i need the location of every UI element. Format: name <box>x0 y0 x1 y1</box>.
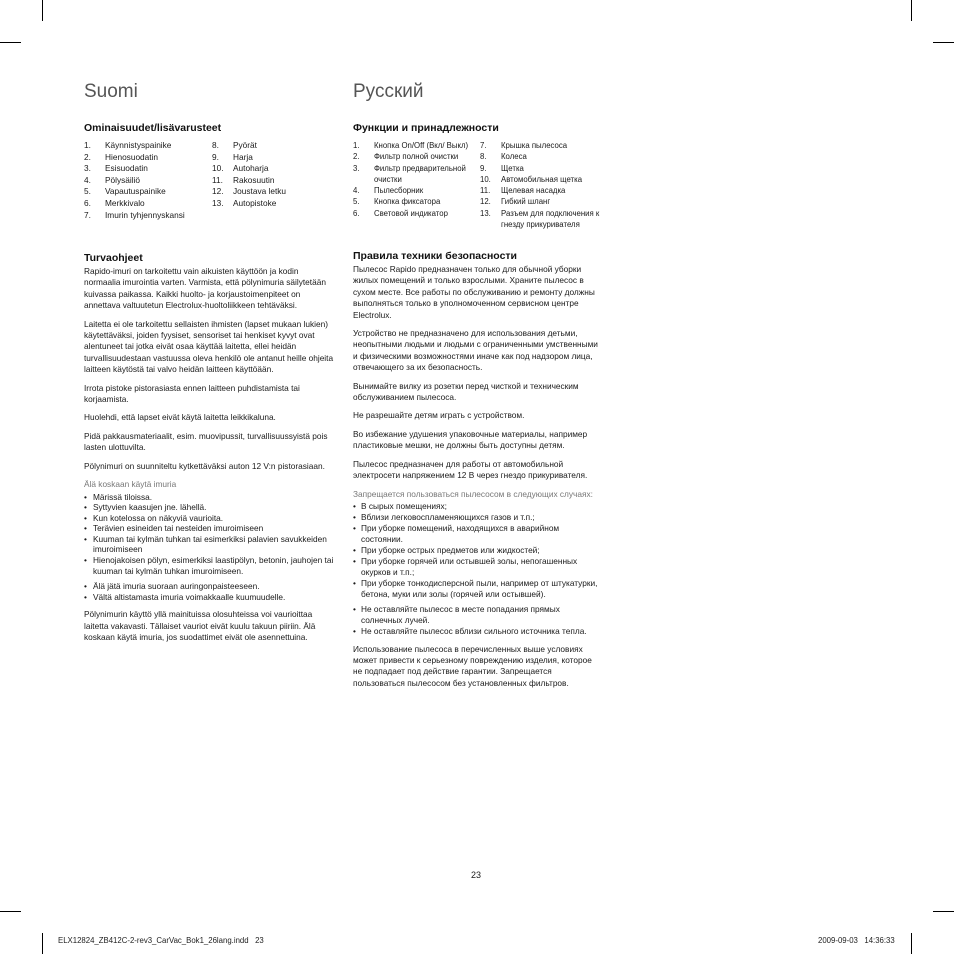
features-column-1 <box>84 140 209 221</box>
feature-number: 3. <box>353 163 360 173</box>
feature-label: Imurin tyhjennyskansi <box>105 209 185 220</box>
language-title: Русский <box>353 81 424 102</box>
feature-item <box>353 163 479 186</box>
bullet-item: • Vältä altistamasta imuria voimakkaalle kuumuudelle. <box>84 592 334 603</box>
bullet-item: • Hienojakoisen pölyn, esimerkiksi laastipölyn, betonin, jauhojen tai kuuman tai kylmän tuhkan imuroimiseen. <box>84 555 334 576</box>
feature-number: 6. <box>353 208 360 218</box>
feature-label: Pyörät <box>233 140 257 150</box>
crop-mark <box>0 42 21 43</box>
crop-mark <box>933 911 954 912</box>
never-use-list <box>84 492 334 577</box>
bullet-item: • Älä jätä imuria suoraan auringonpaisteeseen. <box>84 581 334 592</box>
paragraph: Во избежание удушения упаковочные материалы, например пластиковые мешки, не должны быть доступны детям. <box>353 428 588 451</box>
feature-number: 1. <box>353 141 360 150</box>
bullet-item: • При уборке горячей или остывшей золы, непогашенных окурков и т.п.; <box>353 556 603 577</box>
feature-item <box>84 186 209 198</box>
paragraph: Пылесос предназначен для работы от автомобильной электросети напряжением 12 В через гнездо прикуривателя. <box>353 458 588 481</box>
feature-label: Световой индикатор <box>374 208 448 218</box>
russian-column <box>353 80 603 696</box>
feature-item <box>480 174 603 185</box>
bullet-item: • Kuuman tai kylmän tuhkan tai esimerkiksi palavien savukkeiden imuroimiseen <box>84 534 334 555</box>
crop-mark <box>42 0 43 21</box>
feature-label: Гибкий шланг <box>501 197 551 207</box>
page-number: 23 <box>471 870 482 880</box>
never-use-list <box>353 501 603 599</box>
features-column-1 <box>353 140 479 219</box>
paragraph: Вынимайте вилку из розетки перед чисткой и техническим обслуживанием пылесоса. <box>353 380 579 403</box>
never-use-heading: Älä koskaan käytä imuria <box>84 479 177 490</box>
crop-mark <box>911 0 912 21</box>
feature-item <box>212 163 334 175</box>
feature-item <box>480 151 603 162</box>
safety-heading: Turvaohjeet <box>84 252 143 264</box>
feature-label: Пылесборник <box>374 186 424 196</box>
feature-number: 2. <box>353 152 360 162</box>
safety-paragraphs <box>353 264 603 482</box>
bullet-item: • В сырых помещениях; <box>353 501 603 512</box>
feature-item <box>84 210 209 222</box>
feature-number: 4. <box>353 186 360 196</box>
bullet-item: • При уборке острых предметов или жидкостей; <box>353 545 603 556</box>
paragraph: Huolehdi, että lapset eivät käytä laitetta leikkikaluna. <box>84 412 276 423</box>
feature-item <box>84 140 209 152</box>
feature-item <box>480 140 603 151</box>
feature-label: Hienosuodatin <box>105 151 159 162</box>
feature-label: Harja <box>233 151 253 162</box>
feature-item <box>480 163 603 174</box>
feature-number: 8. <box>212 140 219 150</box>
features-heading: Функции и принадлежности <box>353 122 499 134</box>
feature-item <box>84 175 209 187</box>
warning-list <box>353 604 603 636</box>
feature-item <box>212 140 334 152</box>
paragraph: Irrota pistoke pistorasiasta ennen laitteen puhdistamista tai korjaamista. <box>84 382 300 405</box>
paragraph: Не разрешайте детям играть с устройством. <box>353 410 525 421</box>
feature-item <box>84 163 209 175</box>
feature-label: Щетка <box>501 163 524 173</box>
paragraph: Пылесос Rapido предназначен только для обычной уборки жилых помещений и только взрослыми. Храните пылесос в сухом месте. Все работы по обслуживанию и ремонту должны выполняться только в уполномоченном сервисном центре Electrolux. <box>353 264 595 320</box>
feature-number: 3. <box>84 163 91 174</box>
crop-mark <box>42 933 43 954</box>
crop-mark <box>933 42 954 43</box>
feature-item <box>353 196 479 207</box>
never-use-heading: Запрещается пользоваться пылесосом в следующих случаях: <box>353 488 593 499</box>
crop-mark <box>911 933 912 954</box>
features-list <box>353 140 603 240</box>
feature-number: 8. <box>480 152 487 162</box>
feature-item <box>353 185 479 196</box>
feature-number: 9. <box>212 151 219 162</box>
finnish-column <box>84 80 334 651</box>
paragraph: Pölynimuri on suunniteltu kytkettäväksi auton 12 V:n pistorasiaan. <box>84 460 325 471</box>
feature-item <box>84 198 209 210</box>
safety-paragraphs <box>84 266 334 472</box>
feature-item <box>212 186 334 198</box>
paragraph: Pidä pakkausmateriaalit, esim. muovipussit, turvallisuussyistä pois lasten ulottuvilta. <box>84 430 328 453</box>
feature-label: Фильтр предварительной очистки <box>374 163 466 184</box>
feature-number: 11. <box>212 174 223 185</box>
feature-item <box>212 175 334 187</box>
bullet-item: • Kun kotelossa on näkyviä vaurioita. <box>84 513 334 524</box>
feature-item <box>353 151 479 162</box>
feature-item <box>480 208 603 231</box>
feature-item <box>480 196 603 207</box>
timestamp: 2009-09-03 14:36:33 <box>818 936 895 945</box>
closing-paragraph: Использование пылесоса в перечисленных выше условиях может привести к серьезному повреждению изделия, которое не подпадает под действие гарантии. Запрещается пользоваться пылесосом без установленных фильтров. <box>353 643 592 688</box>
feature-label: Автомобильная щетка <box>501 174 583 184</box>
feature-number: 2. <box>84 151 91 162</box>
feature-number: 7. <box>480 141 487 150</box>
warning-list <box>84 581 334 602</box>
feature-label: Merkkivalo <box>105 197 145 208</box>
bullet-item: • Märissä tiloissa. <box>84 492 334 503</box>
feature-item <box>480 185 603 196</box>
feature-label: Кнопка фиксатора <box>374 197 441 207</box>
feature-label: Rakosuutin <box>233 174 275 185</box>
bullet-item: • Не оставляйте пылесос вблизи сильного источника тепла. <box>353 626 603 637</box>
safety-heading: Правила техники безопасности <box>353 250 518 262</box>
feature-label: Щелевая насадка <box>501 186 566 196</box>
feature-number: 12. <box>212 186 224 197</box>
feature-number: 4. <box>84 174 91 185</box>
feature-item <box>84 152 209 164</box>
feature-label: Pölysäiliö <box>105 174 141 185</box>
feature-number: 5. <box>84 186 91 197</box>
crop-mark <box>0 911 21 912</box>
feature-number: 6. <box>84 197 91 208</box>
bullet-item: • При уборке помещений, находящихся в аварийном состоянии. <box>353 523 603 544</box>
feature-label: Esisuodatin <box>105 163 148 174</box>
feature-number: 11. <box>480 186 491 196</box>
features-heading: Ominaisuudet/lisävarusteet <box>84 122 222 134</box>
paragraph: Laitetta ei ole tarkoitettu sellaisten ihmisten (lapset mukaan lukien) käytettäväksi, joiden fyysiset, sensoriset tai henkiset kyvyt ovat alentuneet tai jotka eivät osaa käyttää laitetta, ellei heidän turvallisuudestaan vastuussa oleva henkilö ole antanut heille ohjeita laitteen käytöstä tai valvo heidän laitteen käyttöään. <box>84 318 334 375</box>
feature-number: 13. <box>212 197 224 208</box>
language-title: Suomi <box>84 81 138 102</box>
feature-label: Autoharja <box>233 163 269 174</box>
features-column-2 <box>212 140 334 210</box>
features-column-2 <box>480 140 603 230</box>
file-slug: ELX12824_ZB412C-2-rev3_CarVac_Bok1_26lang.indd 23 <box>58 936 264 945</box>
feature-number: 10. <box>212 163 224 174</box>
feature-item <box>212 152 334 164</box>
feature-item <box>353 208 479 219</box>
feature-label: Крышка пылесоса <box>501 141 568 150</box>
bullet-item: • Вблизи легковоспламеняющихся газов и т.п.; <box>353 512 603 523</box>
bullet-item: • Syttyvien kaasujen jne. lähellä. <box>84 502 334 513</box>
paragraph: Устройство не предназначено для использования детьми, неопытными людьми и людьми с ограниченными умственными и физическими возможностями иначе как под надзором лица, отвечающего за их безопасность. <box>353 328 598 373</box>
feature-label: Käynnistyspainike <box>105 140 172 150</box>
feature-number: 13. <box>480 208 491 218</box>
feature-item <box>353 140 479 151</box>
paragraph: Rapido-imuri on tarkoitettu vain aikuisten käyttöön ja kodin normaalia imurointia varten. Varmista, että pölynimuria säilytetään kuivassa paikassa. Kaikki huolto- ja korjaustoimenpiteet on annettava valtuutetun Electrolux-huoltoliikkeen tehtäväksi. <box>84 266 326 311</box>
feature-label: Фильтр полной очистки <box>374 152 459 162</box>
feature-item <box>212 198 334 210</box>
feature-label: Joustava letku <box>233 186 287 197</box>
feature-label: Кнопка On/Off (Вкл/ Выкл) <box>374 141 469 150</box>
feature-number: 1. <box>84 140 91 150</box>
closing-paragraph: Pölynimurin käyttö yllä mainituissa olosuhteissa voi vaurioittaa laitetta vakavasti. Tällaiset vauriot eivät kuulu takuun piiriin. Älä koskaan käytä imuria, jos suodattimet eivät ole asennettuina. <box>84 609 316 643</box>
feature-number: 9. <box>480 163 487 173</box>
bullet-item: • Не оставляйте пылесос в месте попадания прямых солнечных лучей. <box>353 604 603 625</box>
features-list <box>84 140 334 226</box>
feature-number: 5. <box>353 197 360 207</box>
feature-number: 10. <box>480 174 491 184</box>
bullet-item: • При уборке тонкодисперсной пыли, например от штукатурки, бетона, муки или золы (горячей или остывшей). <box>353 578 603 599</box>
feature-label: Разъем для подключения к гнезду прикуривателя <box>501 208 600 230</box>
feature-label: Autopistoke <box>233 197 277 208</box>
feature-number: 12. <box>480 197 491 207</box>
feature-number: 7. <box>84 209 91 220</box>
feature-label: Vapautuspainike <box>105 186 166 197</box>
bullet-item: • Terävien esineiden tai nesteiden imuroimiseen <box>84 523 334 534</box>
feature-label: Колеса <box>501 152 527 162</box>
